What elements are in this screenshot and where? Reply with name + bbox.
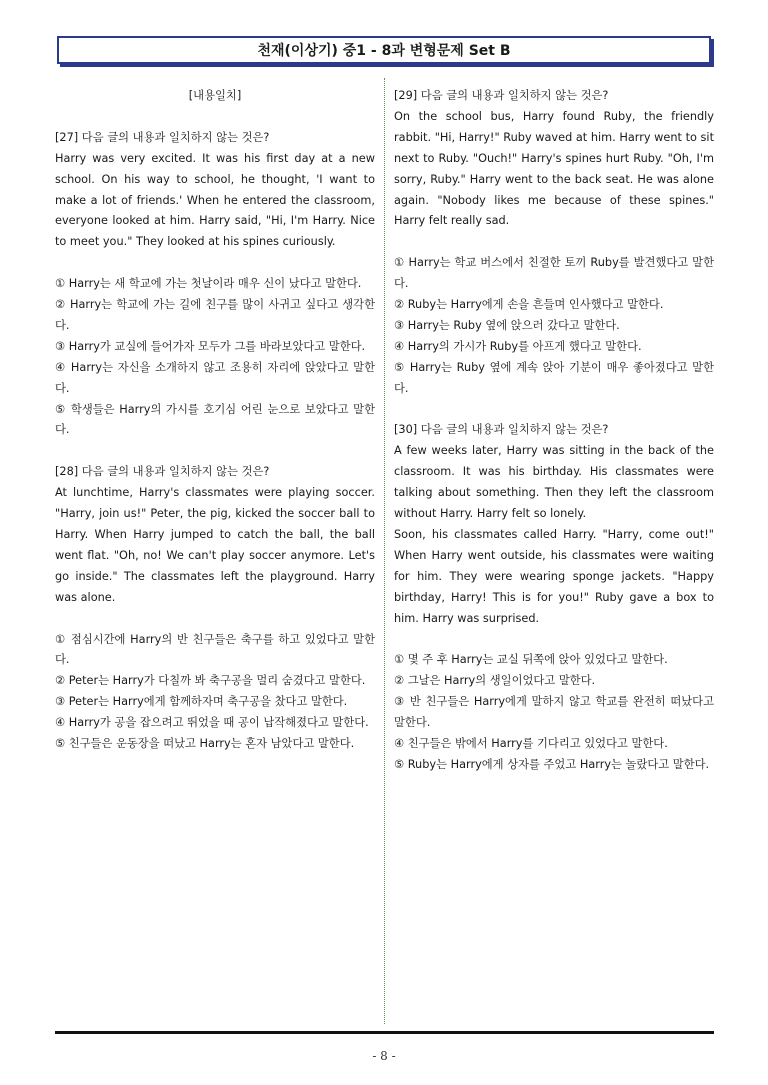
question-28-option-5: ⑤ 친구들은 운동장을 떠났고 Harry는 혼자 남았다고 말한다. — [55, 737, 355, 751]
question-27-prompt: [27] 다음 글의 내용과 일치하지 않는 것은? — [55, 130, 270, 144]
page-number: - 8 - — [372, 1049, 396, 1063]
question-29-passage: On the school bus, Harry found Ruby, the friendly rabbit. "Hi, Harry!" Ruby waved at him. Harry went to sit next to Ruby. "Ouch!" Harry's spines hurt Ruby. "Oh, I'm sorry, Ruby." Harry went to the back seat. He was alone again. "Nobody likes me because of these spines." Harry felt really sad. — [394, 109, 714, 228]
question-29-option-3: ③ Harry는 Ruby 옆에 앉으러 갔다고 말한다. — [394, 318, 620, 332]
question-28-option-3: ③ Peter는 Harry에게 함께하자며 축구공을 찼다고 말한다. — [55, 695, 348, 709]
question-27-option-5: ⑤ 학생들은 Harry의 가시를 호기심 어린 눈으로 보았다고 말한다. — [55, 402, 375, 437]
question-30-option-1: ① 몇 주 후 Harry는 교실 뒤쪽에 앉아 있었다고 말한다. — [394, 653, 668, 667]
question-30-option-5: ⑤ Ruby는 Harry에게 상자를 주었고 Harry는 놀랐다고 말한다. — [394, 757, 710, 771]
page-title-text: 천재(이상기) 중1 - 8과 변형문제 Set B — [257, 43, 511, 59]
left-column — [55, 86, 375, 755]
question-28-option-4: ④ Harry가 공을 잡으려고 뛰었을 때 공이 납작해졌다고 말한다. — [55, 716, 369, 730]
question-29-prompt: [29] 다음 글의 내용과 일치하지 않는 것은? — [394, 89, 609, 102]
question-28-option-2: ② Peter는 Harry가 다칠까 봐 축구공을 멀리 숨겼다고 말한다. — [55, 674, 366, 688]
question-28-passage: At lunchtime, Harry's classmates were playing soccer. "Harry, join us!" Peter, the pig, kicked the soccer ball to Harry. When Harry jumped to catch the ball, the ball went flat. "Oh, no! We can't play soccer anymore. Let's go inside." The classmates left the playground. Harry was alone. — [55, 486, 375, 604]
right-column — [394, 86, 714, 776]
question-27-option-1: ① Harry는 새 학교에 가는 첫날이라 매우 신이 났다고 말한다. — [55, 277, 362, 291]
question-27-option-3: ③ Harry가 교실에 들어가자 모두가 그를 바라보았다고 말한다. — [55, 339, 366, 353]
question-30-prompt: [30] 다음 글의 내용과 일치하지 않는 것은? — [394, 423, 609, 437]
question-28-option-1: ① 점심시간에 Harry의 반 친구들은 축구를 하고 있었다고 말한다. — [55, 632, 375, 667]
section-title: [내용일치] — [188, 89, 242, 102]
question-30-passage-2: Soon, his classmates called Harry. "Harry, come out!" When Harry went outside, his classmates were waiting for him. They were wearing sponge jackets. "Happy birthday, Harry! This is for you!" Ruby gave a box to him. Harry was surprised. — [394, 528, 714, 625]
question-27-passage: Harry was very excited. It was his first day at a new school. On his way to school, he thought, 'I want to make a lot of friends.' When he entered the classroom, everyone looked at him. Harry said, "Hi, I'm Harry. Nice to meet you." They looked at his spines curiously. — [55, 151, 375, 249]
question-29-option-5: ⑤ Harry는 Ruby 옆에 계속 앉아 기분이 매우 좋아졌다고 말한다. — [394, 360, 714, 395]
question-27-option-2: ② Harry는 학교에 가는 길에 친구를 많이 사귀고 싶다고 생각한다. — [55, 298, 375, 332]
question-29-option-4: ④ Harry의 가시가 Ruby를 아프게 했다고 말한다. — [394, 339, 642, 353]
question-30-option-4: ④ 친구들은 밖에서 Harry를 기다리고 있었다고 말한다. — [394, 737, 668, 751]
question-30-passage-1: A few weeks later, Harry was sitting in the back of the classroom. It was his birthday. His classmates were talking about something. Then they left the classroom without Harry. Harry felt so lonely. — [394, 444, 714, 521]
question-30-option-2: ② 그날은 Harry의 생일이었다고 말한다. — [394, 674, 596, 688]
question-28-prompt: [28] 다음 글의 내용과 일치하지 않는 것은? — [55, 465, 270, 479]
question-29-option-2: ② Ruby는 Harry에게 손을 흔들며 인사했다고 말한다. — [394, 298, 664, 312]
page-title — [57, 36, 711, 64]
footer-rule — [55, 1031, 714, 1034]
column-divider — [384, 78, 385, 1024]
question-30-option-3: ③ 반 친구들은 Harry에게 말하지 않고 학교를 완전히 떠났다고 말한다. — [394, 695, 714, 730]
question-27-option-4: ④ Harry는 자신을 소개하지 않고 조용히 자리에 앉았다고 말한다. — [55, 360, 375, 395]
question-29-option-1: ① Harry는 학교 버스에서 친절한 토끼 Ruby를 발견했다고 말한다. — [394, 256, 714, 291]
